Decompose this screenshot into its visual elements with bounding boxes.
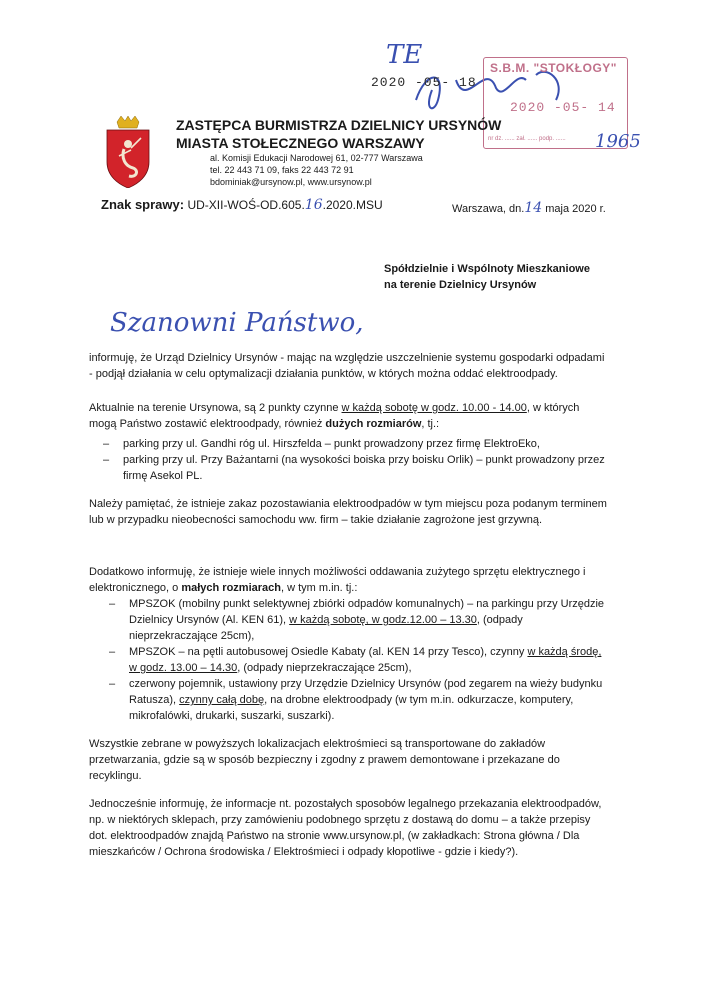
paragraph-more-info: Jednocześnie informuję, że informacje nt. pozostałych sposobów legalnego przekazania elektroodpadów, np. w niektórych sklepach, przy zamówieniu podobnego sprzętu z dostawą do domu – a także przepisy dot. elektroodpadów znajdą Państwo na stronie www.ursynow.pl, (w zakładkach: Strona główna / Dla mieszkańców / Ochrona środowiska / Elektrośmieci i odpady kłopotliwe - gdzie i kiedy?).	[89, 798, 602, 858]
addressee-line2: na terenie Dzielnicy Ursynów	[384, 279, 537, 291]
salutation: Szanowni Państwo,	[110, 308, 364, 338]
case-reference	[101, 197, 383, 213]
received-date-stamp: 2020 -05- 18	[371, 75, 477, 90]
li-schedule: w każdą środę, w godz. 13.00 – 14.30	[129, 646, 602, 674]
stamp-org: S.B.M. "STOKŁOGY"	[490, 61, 617, 75]
paragraph-recycling: Wszystkie zebrane w powyższych lokalizacjach elektrośmieci są transportowane do zakładów przetwarzania, gdzie są w sposób bezpieczny i zgodny z prawem demontowane i przekazane do recyklingu.	[89, 738, 560, 782]
phone-line: tel. 22 443 71 09, faks 22 443 72 91	[210, 165, 354, 175]
registry-number: 1965	[595, 131, 641, 152]
paragraph-prohibition: Należy pamiętać, że istnieje zakaz pozostawiania elektroodpadów w tym miejscu poza podanym terminem lub w przypadku nieobecności samochodu ww. firm – takie działanie zagrożone jest grzywną.	[89, 498, 607, 526]
p2-text-a: Aktualnie na terenie Ursynowa, są 2 punkty czynne	[89, 402, 342, 414]
stamp-date: 2020 -05- 14	[510, 100, 616, 115]
p2-schedule: w każdą sobotę w godz. 10.00 - 14.00	[341, 402, 527, 414]
issuer-address	[210, 152, 423, 188]
case-reference-handwritten: 16	[304, 197, 323, 213]
date-rest: maja 2020 r.	[545, 203, 606, 215]
warsaw-coat-of-arms-icon	[103, 116, 153, 188]
stamp-note: nr dz. ...... zał. ...... podp. ......	[488, 136, 566, 142]
p4-text-b: , w tym m.in. tj.:	[281, 582, 358, 594]
li-text: , (odpady nieprzekraczające 25cm),	[237, 662, 412, 674]
date-day-handwritten: 14	[524, 200, 543, 216]
list-item	[89, 676, 609, 724]
issuer-title	[176, 116, 501, 152]
p4-text-a: Dodatkowo informuję, że istnieje wiele innych możliwości oddawania zużytego sprzętu elektrycznego i elektronicznego, o	[89, 566, 586, 594]
p2-text-c: , tj.:	[421, 418, 440, 430]
list-item: – parking przy ul. Przy Bażantarni (na wysokości boiska przy boisku Orlik) – punkt prowadzony przez firmę Asekol PL.	[89, 452, 609, 484]
p2-bold: dużych rozmiarów	[325, 418, 422, 430]
li-schedule: w każdą sobotę, w godz.12.00 – 13.30	[289, 614, 477, 626]
p2-text-b: , w których mogą Państwo zostawić elektroodpady, również	[89, 402, 580, 430]
issuer-title-line2: MIASTA STOŁECZNEGO WARSZAWY	[176, 135, 425, 151]
paragraph-small-items	[89, 564, 609, 724]
li-text: MPSZOK (mobilny punkt selektywnej zbiórki odpadów komunalnych) – na parkingu przy Urzędzie Dzielnicy Ursynów (Al. KEN 61),	[129, 598, 605, 626]
letter-date	[452, 200, 606, 216]
list-item	[89, 644, 609, 676]
addressee-line1: Spółdzielnie i Wspólnoty Mieszkaniowe	[384, 263, 590, 275]
li-text: , (odpady nieprzekraczające 25cm),	[129, 614, 523, 642]
paragraph-large-items	[89, 400, 609, 484]
list-item: – parking przy ul. Gandhi róg ul. Hirszfelda – punkt prowadzony przez firmę ElektroEko,	[89, 436, 609, 452]
web-line: bdominiak@ursynow.pl, www.ursynow.pl	[210, 177, 372, 187]
li-schedule: czynny całą dobę	[179, 694, 265, 706]
case-reference-a: UD-XII-WOŚ-OD.605.	[187, 198, 305, 212]
li-text: czerwony pojemnik, ustawiony przy Urzędzie Dzielnicy Ursynów (pod zegarem na wieży budynku Ratusza),	[129, 678, 603, 706]
p4-bold: małych rozmiarach	[181, 582, 281, 594]
list-item	[89, 596, 609, 644]
handwritten-initials: TE	[386, 40, 423, 70]
date-place: Warszawa, dn.	[452, 203, 525, 215]
case-reference-label: Znak sprawy:	[101, 197, 185, 212]
issuer-title-line1: ZASTĘPCA BURMISTRZA DZIELNICY URSYNÓW	[176, 117, 502, 133]
addressee	[384, 261, 590, 293]
li-text: , na drobne elektroodpady (w tym m.in. odkurzacze, komputery, mikrofalówki, drukarki, suszarki, suszarki).	[129, 694, 574, 722]
li-text: MPSZOK – na pętli autobusowej Osiedle Kabaty (al. KEN 14 przy Tesco), czynny	[129, 646, 528, 658]
address-line: al. Komisji Edukacji Narodowej 61, 02-777 Warszawa	[210, 153, 423, 163]
paragraph-intro: informuję, że Urząd Dzielnicy Ursynów - mając na względzie uszczelnienie systemu gospodarki odpadami - podjął działania w celu optymalizacji działania punktów, w których można oddać elektroodpady.	[89, 352, 605, 380]
case-reference-b: .2020.MSU	[322, 198, 383, 212]
